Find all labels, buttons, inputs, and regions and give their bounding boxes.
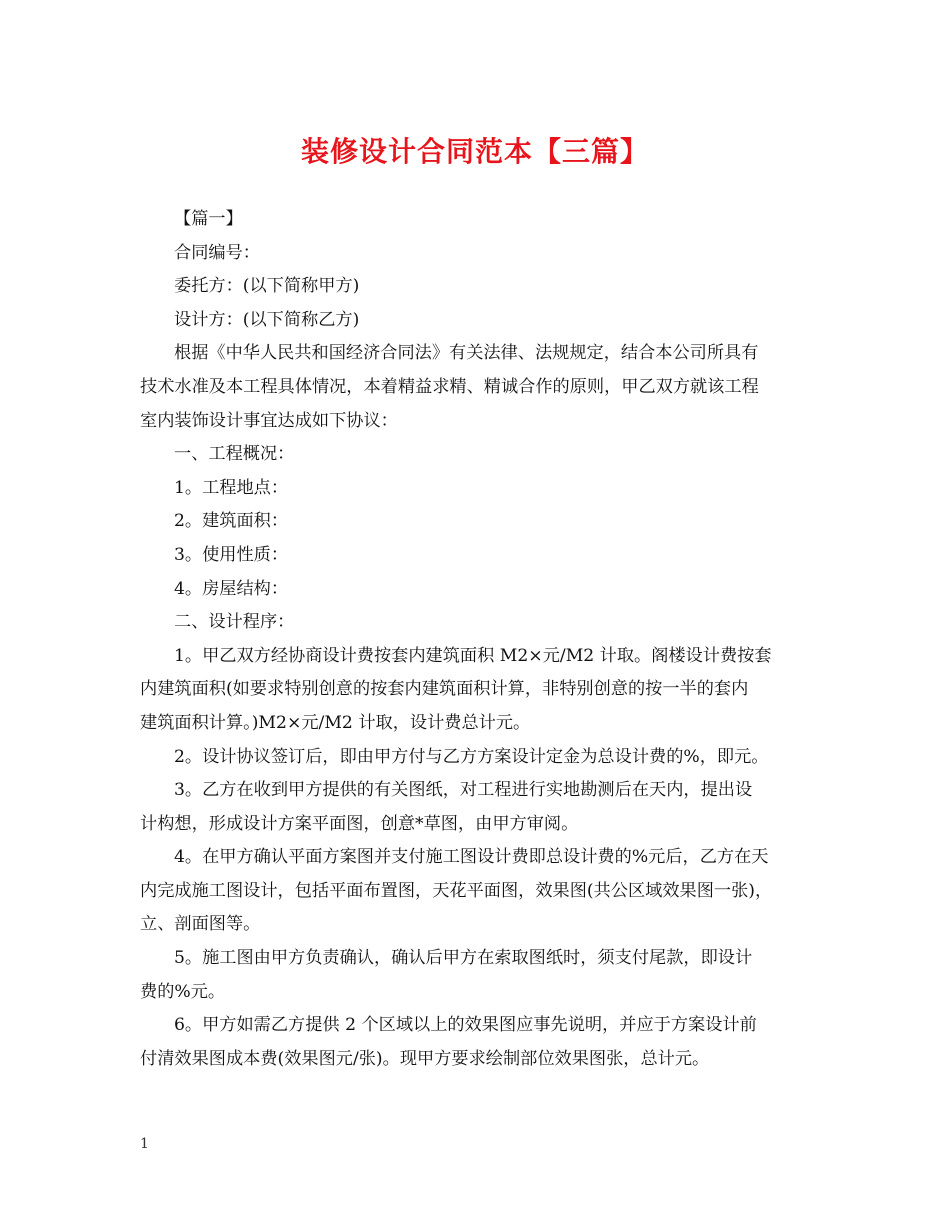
paragraph-line: 6。甲方如需乙方提供 2 个区域以上的效果图应事先说明，并应于方案设计前 (174, 1015, 757, 1036)
clause-heading: 二、设计程序： (174, 612, 295, 633)
contract-number-line: 合同编号： (174, 242, 260, 263)
section-heading: 【篇一】 (174, 209, 243, 229)
paragraph-line: 费的%元。 (140, 981, 226, 1002)
page-number: 1 (140, 1136, 149, 1152)
clause-heading: 一、工程概况： (174, 444, 295, 465)
paragraph-line: 1。甲乙双方经协商设计费按套内建筑面积 M2×元/M2 计取。阁楼设计费按套 (174, 645, 772, 666)
paragraph-line: 内建筑面积(如要求特别创意的按套内建筑面积计算，非特别创意的按一半的套内 (140, 679, 749, 700)
clause-item: 4。房屋结构： (174, 578, 289, 599)
paragraph-line: 技术水准及本工程具体情况，本着精益求精、精诚合作的原则，甲乙双方就该工程 (140, 376, 759, 397)
paragraph-line: 付清效果图成本费(效果图元/张)。现甲方要求绘制部位效果图张，总计元。 (140, 1048, 710, 1069)
paragraph-line: 建筑面积计算。)M2×元/M2 计取，设计费总计元。 (140, 712, 531, 733)
clause-item: 2。建筑面积： (174, 511, 289, 532)
paragraph-line: 2。设计协议签订后，即由甲方付与乙方方案设计定金为总设计费的%，即元。 (174, 746, 769, 767)
paragraph-line: 4。在甲方确认平面方案图并支付施工图设计费即总设计费的%元后，乙方在天 (174, 847, 769, 868)
paragraph-line: 计构想，形成设计方案平面图，创意*草图，由甲方审阅。 (140, 813, 579, 834)
document-body (140, 203, 816, 1076)
paragraph-line: 内完成施工图设计，包括平面布置图，天花平面图，效果图(共公区域效果图一张)， (140, 880, 773, 901)
client-line: 委托方：(以下简称甲方) (174, 276, 360, 297)
paragraph-line: 立、剖面图等。 (140, 914, 261, 935)
designer-line: 设计方：(以下简称乙方) (174, 309, 360, 330)
paragraph-line: 3。乙方在收到甲方提供的有关图纸，对工程进行实地勘测后在天内，提出设 (174, 780, 753, 801)
paragraph-line: 5。施工图由甲方负责确认，确认后甲方在索取图纸时，须支付尾款，即设计 (174, 948, 753, 969)
clause-item: 3。使用性质： (174, 544, 289, 565)
paragraph-line: 根据《中华人民共和国经济合同法》有关法律、法规规定，结合本公司所具有 (174, 343, 759, 364)
clause-item: 1。工程地点： (174, 477, 289, 498)
document-title: 装修设计合同范本【三篇】 (300, 135, 649, 168)
paragraph-line: 室内装饰设计事宜达成如下协议： (140, 410, 398, 431)
